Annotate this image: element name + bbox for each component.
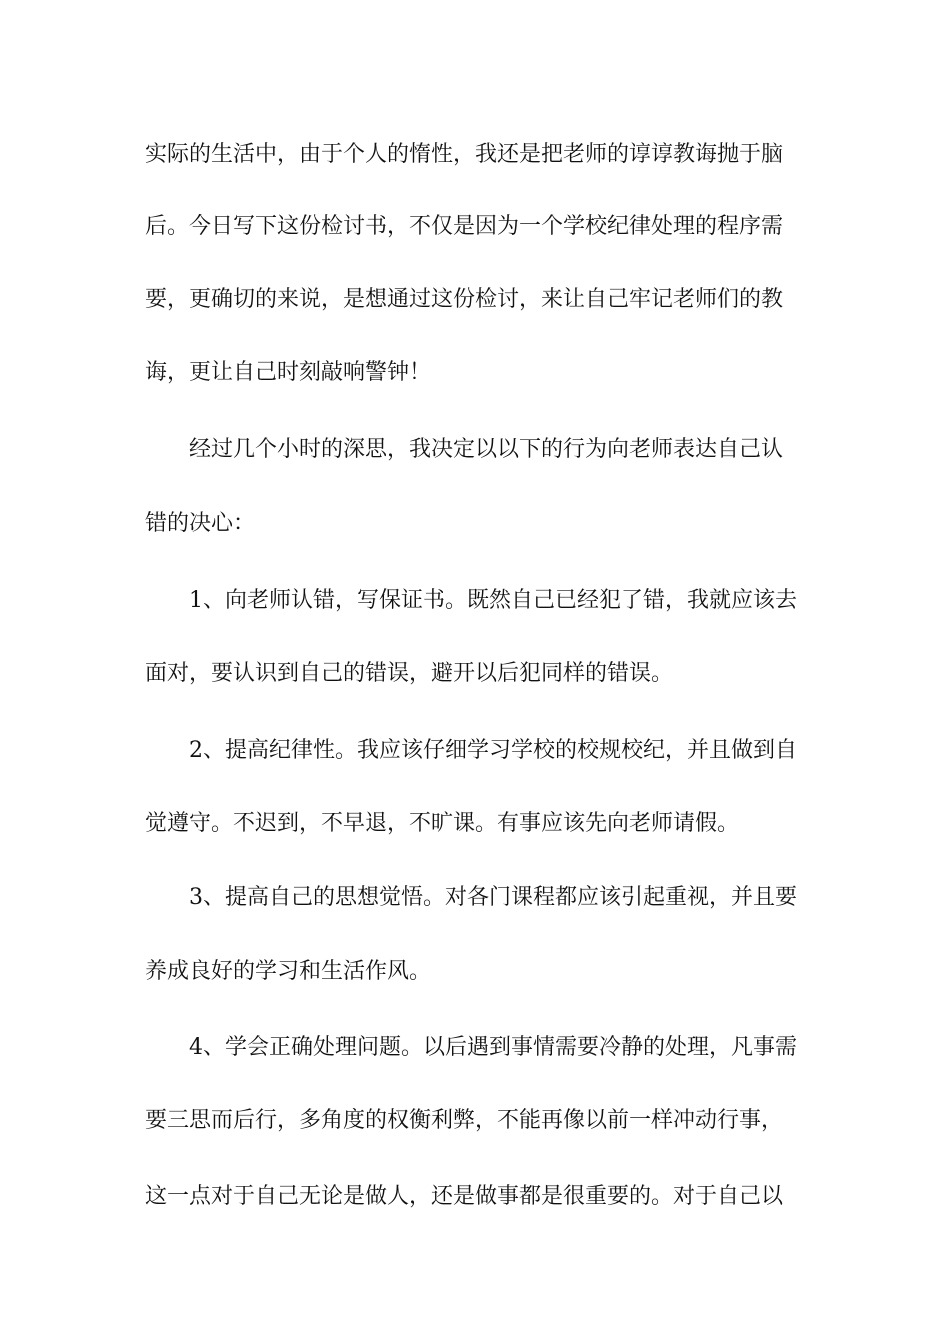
text-line-10: 觉遵守。不迟到，不早退，不旷课。有事应该先向老师请假。 [145,811,740,836]
text-line-5: 经过几个小时的深思，我决定以以下的行为向老师表达自己认 [189,437,784,462]
text-line-8: 面对，要认识到自己的错误，避开以后犯同样的错误。 [145,661,674,686]
text-line-12: 养成良好的学习和生活作风。 [145,959,432,984]
text-line-1: 实际的生活中，由于个人的惰性，我还是把老师的谆谆教诲抛于脑 [145,142,784,167]
text-line-7: 1、向老师认错，写保证书。既然自己已经犯了错，我就应该去 [189,588,797,613]
text-line-2: 后。今日写下这份检讨书，不仅是因为一个学校纪律处理的程序需 [145,214,784,239]
text-line-15: 这一点对于自己无论是做人，还是做事都是很重要的。对于自己以 [145,1184,784,1209]
text-line-6: 错的决心： [145,511,256,536]
text-line-3: 要，更确切的来说，是想通过这份检讨，来让自己牢记老师们的教 [145,287,784,312]
text-line-11: 3、提高自己的思想觉悟。对各门课程都应该引起重视，并且要 [189,885,797,910]
text-line-9: 2、提高纪律性。我应该仔细学习学校的校规校纪，并且做到自 [189,738,797,763]
text-line-14: 要三思而后行，多角度的权衡利弊，不能再像以前一样冲动行事， [145,1108,784,1133]
text-line-13: 4、学会正确处理问题。以后遇到事情需要冷静的处理，凡事需 [189,1035,797,1060]
text-line-4: 诲，更让自己时刻敲响警钟！ [145,360,432,385]
